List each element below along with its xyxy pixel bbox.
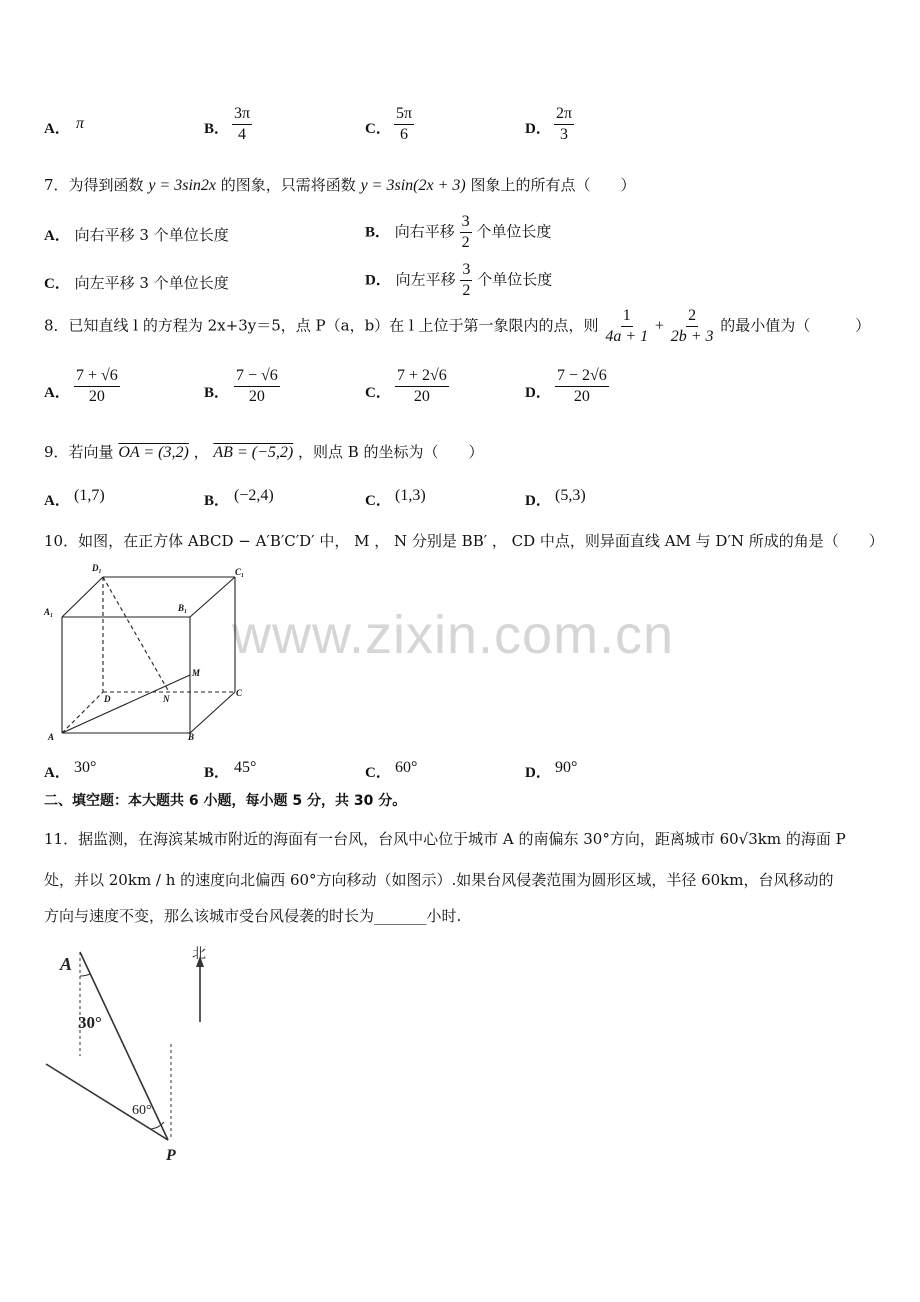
- label-a1: A₁: [44, 607, 54, 617]
- q6-option-b-num: 3π: [232, 104, 252, 125]
- q9-option-b-label: B．: [204, 493, 230, 509]
- q10-option-a-text: 30°: [74, 759, 97, 776]
- q8-stem-post: 的最小值为（ ）: [720, 316, 871, 335]
- q6-options: [44, 104, 884, 150]
- q7-option-d-pre: 向左平移: [395, 270, 456, 289]
- q7-option-b: [365, 212, 551, 253]
- q10-option-c-label: C．: [365, 765, 391, 781]
- q9-stem: [44, 441, 484, 462]
- q6-option-c-fraction: [394, 104, 414, 145]
- label-m: M: [192, 668, 201, 678]
- q10-option-b-label: B．: [204, 765, 230, 781]
- q7-stem-mid: 的图象，只需将函数: [220, 176, 356, 194]
- q8-option-c-den: 20: [413, 388, 430, 405]
- q8-fraction-2-num: 2: [686, 306, 698, 327]
- q9-stem-post: ，则点 B 的坐标为（ ）: [297, 443, 484, 461]
- q8-stem: [44, 306, 890, 347]
- q7-stem-pre: 7．为得到函数: [44, 176, 144, 194]
- q7-option-b-label: B．: [365, 224, 391, 241]
- q7-option-b-den: 2: [461, 234, 470, 251]
- q8-fraction-1: [603, 306, 650, 347]
- q8-fraction-1-num: 1: [621, 306, 633, 327]
- watermark: www.zixin.com.cn: [232, 605, 675, 665]
- label-d1: D₁: [92, 563, 102, 573]
- q8-option-b-label: B．: [204, 385, 230, 401]
- section-2-heading: 二、填空题：本大题共 6 小题，每小题 5 分，共 30 分。: [44, 793, 407, 809]
- q7-option-c-text: 向左平移 3 个单位长度: [74, 274, 229, 292]
- q10-option-b-text: 45°: [234, 759, 257, 776]
- label-p: P: [166, 1147, 176, 1164]
- q9-option-d-label: D．: [525, 493, 551, 509]
- q6-option-d-fraction: [554, 104, 574, 145]
- q7-option-b-fraction: [460, 212, 472, 253]
- q11-line-1: 11．据监测，在海滨某城市附近的海面有一台风，台风中心位于城市 A 的南偏东 30°方向，距离城市 60√3km 的海面 P: [44, 830, 846, 848]
- q6-option-b-label: B．: [204, 121, 230, 137]
- q6-option-b-fraction: [232, 104, 252, 145]
- q8-stem-pre: 8．已知直线 l 的方程为 2x+3y＝5，点 P（a，b）在 l 上位于第一象限内的点，则: [44, 316, 599, 335]
- q6-option-c-num: 5π: [394, 104, 414, 125]
- q8-option-a-fraction: [74, 366, 120, 407]
- q7-stem-post: 图象上的所有点（ ）: [470, 176, 636, 194]
- q7-option-d-num: 3: [460, 260, 472, 281]
- q8-fraction-2: [669, 306, 716, 347]
- label-60deg: 60°: [132, 1103, 152, 1118]
- q9-option-b-text: (−2,4): [234, 487, 274, 504]
- q7-option-b-pre: 向右平移: [394, 222, 455, 241]
- q8-option-d-num: 7 − 2√6: [555, 366, 609, 387]
- q6-option-a-value: π: [76, 115, 85, 132]
- q8-fraction-2-den: 2b + 3: [670, 328, 714, 345]
- q8-option-a-den: 20: [88, 388, 105, 405]
- q11-line-2: 处，并以 20km / h 的速度向北偏西 60°方向移动（如图示）.如果台风侵袭范围为圆形区域，半径 60km，台风移动的: [44, 871, 834, 889]
- q7-option-c: [44, 272, 229, 293]
- q9-stem-pre: 9．若向量: [44, 443, 114, 461]
- cube-figure: [40, 560, 260, 750]
- q10-stem: 10．如图，在正方体 ABCD − A′B′C′D′ 中， M ， N 分别是 BB′ ， CD 中点，则异面直线 AM 与 D′N 所成的角是（ ）: [44, 532, 884, 550]
- label-a: A: [48, 732, 55, 742]
- q7-option-c-label: C．: [44, 276, 70, 292]
- q6-option-d-den: 3: [560, 126, 569, 143]
- q9-sep: ，: [193, 443, 209, 461]
- q10-option-c-text: 60°: [395, 759, 418, 776]
- segment-am: [62, 675, 190, 733]
- q6-option-a-label: A．: [44, 121, 70, 137]
- q9-option-a-label: A．: [44, 493, 70, 509]
- q8-option-a-label: A．: [44, 385, 70, 401]
- q8-fraction-1-den: 4a + 1: [605, 328, 649, 345]
- q6-option-b-den: 4: [238, 126, 247, 143]
- q7-option-d-den: 2: [462, 282, 471, 299]
- q10-options: [44, 759, 884, 783]
- q7-stem: [44, 174, 636, 195]
- segment-d1n: [103, 577, 169, 692]
- q8-option-a-num: 7 + √6: [74, 366, 120, 387]
- q7-option-a-text: 向右平移 3 个单位长度: [74, 226, 229, 244]
- q9-options: [44, 487, 884, 511]
- q10-option-d-text: 90°: [555, 759, 578, 776]
- label-c: C: [236, 688, 243, 698]
- q9-option-c-text: (1,3): [395, 487, 426, 504]
- q6-option-c-den: 6: [400, 126, 409, 143]
- q8-option-b-den: 20: [248, 388, 265, 405]
- label-north: 北: [192, 947, 206, 962]
- q6-option-c-label: C．: [365, 121, 391, 137]
- q8-option-d-label: D．: [525, 385, 551, 401]
- q10-option-a-label: A．: [44, 765, 70, 781]
- label-b1: B₁: [178, 603, 188, 613]
- q8-option-b-fraction: [234, 366, 280, 407]
- q8-options: [44, 366, 884, 414]
- q8-option-c-label: C．: [365, 385, 391, 401]
- q8-option-c-fraction: [395, 366, 449, 407]
- typhoon-figure: [40, 940, 230, 1170]
- q9-vector-ab: AB = (−5,2): [213, 444, 294, 461]
- q7-option-d-label: D．: [365, 272, 391, 289]
- label-b: B: [188, 732, 195, 742]
- q9-option-c-label: C．: [365, 493, 391, 509]
- q7-formula-1: y = 3sin2x: [148, 177, 216, 194]
- q8-option-d-fraction: [555, 366, 609, 407]
- label-30deg: 30°: [78, 1013, 102, 1032]
- q7-option-d-post: 个单位长度: [477, 270, 553, 289]
- q7-formula-2: y = 3sin(2x + 3): [360, 177, 466, 194]
- label-n: N: [163, 694, 170, 704]
- q7-option-b-post: 个单位长度: [476, 222, 552, 241]
- edge-ad: [62, 692, 103, 733]
- q7-option-d: [365, 260, 552, 301]
- q7-option-a-label: A．: [44, 228, 70, 244]
- q7-option-a: [44, 224, 229, 245]
- q7-option-d-fraction: [460, 260, 472, 301]
- q9-vector-oa: OA = (3,2): [118, 444, 189, 461]
- q8-option-b-num: 7 − √6: [234, 366, 280, 387]
- q11-line-3: 方向与速度不变，那么该城市受台风侵袭的时长为_______小时.: [44, 907, 462, 925]
- q9-option-a-text: (1,7): [74, 487, 105, 504]
- q6-option-d-num: 2π: [554, 104, 574, 125]
- q7-option-b-num: 3: [460, 212, 472, 233]
- label-d: D: [104, 694, 111, 704]
- q9-option-d-text: (5,3): [555, 487, 586, 504]
- q6-option-d-label: D．: [525, 121, 551, 137]
- angle-arc-a: [80, 974, 90, 976]
- edge-a1d1: [62, 577, 103, 617]
- label-c1: C₁: [235, 567, 245, 577]
- q8-plus: +: [654, 317, 664, 335]
- q8-option-d-den: 20: [573, 388, 590, 405]
- q8-option-c-num: 7 + 2√6: [395, 366, 449, 387]
- edge-bc: [190, 692, 235, 733]
- edge-b1c1: [190, 577, 235, 617]
- q10-option-d-label: D．: [525, 765, 551, 781]
- label-a: A: [60, 954, 73, 974]
